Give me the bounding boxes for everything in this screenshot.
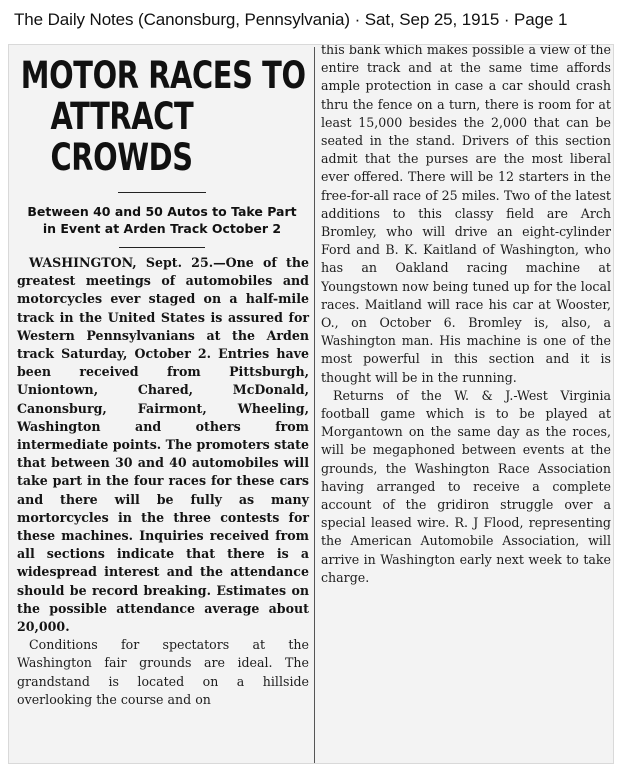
divider-rule xyxy=(119,247,205,248)
column-divider xyxy=(314,47,315,763)
left-column xyxy=(13,45,311,765)
headline xyxy=(13,55,311,178)
subheadline: Between 40 and 50 Autos to Take Part in Event at Arden Track October 2 xyxy=(27,204,297,236)
body-paragraph: Returns of the W. & J.-West Virginia football game which is to be played at Morgantown on the same day as the roces, will be megaphoned between events at the grounds, the Washington Race Association having arranged to receive a complete account of the gridiron struggle over a special leased wire. R. J Flood, representing the American Automobile Association, will arrive in Washington early next week to take charge. xyxy=(321,387,611,585)
publication-name: The Daily Notes (Canonsburg, Pennsylvania) xyxy=(14,10,350,29)
body-paragraph-continued: this bank which makes possible a view of the entire track and at the same time affords ample protection in case a car should crash thru the fence on a turn, there is room for at least 15,000 besides the 2,000 that can be seated in the stand. Drivers of this section admit that the purses are the most liberal ever offered. There will be 12 starters in the free-for-all race of 25 miles. Two of the latest additions to this classy field are Arch Bromley, who will drive an eight-cylinder Ford and B. K. Kaitland of Washington, who has an Oakland racing machine at Youngstown now being tuned up for the local races. Maitland will race his car at Wooster, O., on October 6. Bromley is, also, a Washington man. His machine is one of the most powerful in this section and it is thought will be in the running. xyxy=(321,45,611,385)
right-column xyxy=(321,45,611,765)
page-number: Page 1 xyxy=(514,10,568,29)
divider-rule xyxy=(118,192,206,193)
body-paragraph: Conditions for spectators at the Washington fair grounds are ideal. The grandstand is located on a hillside overlooking the course and on xyxy=(17,637,309,707)
lead-paragraph: WASHINGTON, Sept. 25.—One of the greatest meetings of automobiles and motorcycles ever staged on a half-mile track in the United States is assured for Western Pennsylvanians at the Arden track Saturday, October 2. Entries have been received from Pittsburgh, Uniontown, Chared, McDonald, Canonsburg, Fairmont, Wheeling, Washington and others from intermediate points. The promoters state that between 30 and 40 automobiles will take part in the four races for these cars and there will be fully as many mortorcycles in the three contests for these machines. Inquiries received from all sections indicate that there is a widespread interest and the attendance should be record breaking. Estimates on the possible attendance average about 20,000. xyxy=(17,255,309,635)
headline-line-1: MOTOR RACES TO xyxy=(20,54,306,97)
separator-dot: · xyxy=(354,10,361,29)
publication-date: Sat, Sep 25, 1915 xyxy=(364,10,500,29)
page-header xyxy=(0,0,621,44)
citation-line xyxy=(14,10,567,30)
newspaper-clipping xyxy=(8,44,614,764)
separator-dot: · xyxy=(503,10,510,29)
headline-line-2: ATTRACT CROWDS xyxy=(50,95,194,179)
